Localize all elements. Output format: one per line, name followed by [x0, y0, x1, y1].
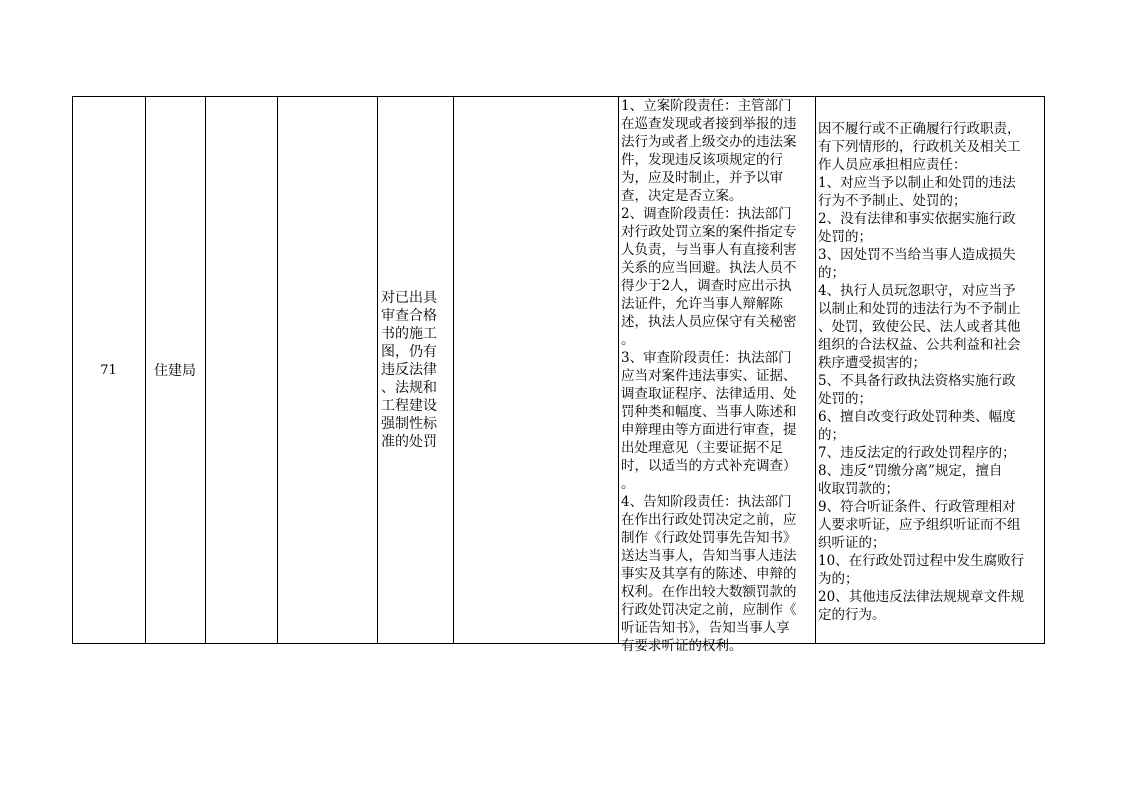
liabilities-cell — [815, 96, 1045, 644]
department-cell — [145, 96, 205, 644]
grid-line — [277, 96, 278, 644]
responsibility-table — [72, 96, 1045, 654]
empty-cell-6 — [453, 96, 618, 644]
empty-cell-3 — [205, 96, 277, 644]
responsibilities-text: 1、立案阶段责任：主管部门 在巡查发现或者接到举报的违 法行为或者上级交办的违法案 件，发现违反该项规定的行 为，应及时制止，并予以审 查，决定是否立案。 2、调查阶段责任：执法部门 对行政处罚立案的案件指定专 人负责，与当事人有直接利害 关系的应当回避。执法人员不 得少于2人，调查时应出示执 法证件，允许当事人辩解陈 述，执法人员应保守有关秘密 。 3、审查阶段责任：执法部门 应当对案件违法事实、证据、 调查取证程序、法律适用、处 罚种类和幅度、当事人陈述和 申辩理由等方面进行审查，提 出处理意见（主要证据不足 时，以适当的方式补充调查） 。 4、告知阶段责任：执法部门 在作出行政处罚决定之前，应 制作《行政处罚事先告知书》 送达当事人，告知当事人违法 事实及其享有的陈述、申辩的 权利。在作出较大数额罚款的 行政处罚决定之前，应制作《 听证告知书》，告知当事人享 有要求听证的权利。 — [621, 98, 797, 654]
row-number: 71 — [100, 362, 117, 378]
grid-line — [453, 96, 454, 644]
grid-line — [205, 96, 206, 644]
item-name: 对已出具 审查合格 书的施工 图，仍有 违反法律 、法规和 工程建设 强制性标 准的处罚 — [381, 290, 437, 450]
department: 住建局 — [154, 363, 196, 379]
grid-line — [618, 96, 619, 644]
item-name-cell — [377, 96, 453, 644]
grid-line — [145, 96, 146, 644]
responsibilities-cell — [618, 96, 815, 654]
grid-line — [815, 96, 816, 644]
empty-cell-4 — [277, 96, 377, 644]
grid-line — [377, 96, 378, 644]
row-number-cell — [72, 96, 145, 644]
liabilities-text: 因不履行或不正确履行行政职责， 有下列情形的，行政机关及相关工 作人员应承担相应责任： 1、对应当予以制止和处罚的违法 行为不予制止、处罚的； 2、没有法律和事实依据实施行政 处罚的； 3、因处罚不当给当事人造成损失 的； 4、执行人员玩忽职守，对应当予 以制止和处罚的违法行为不予制止 、处罚，致使公民、法人或者其他 组织的合法权益、公共利益和社会 秩序遭受损害的； 5、不具备行政执法资格实施行政 处罚的； 6、擅自改变行政处罚种类、幅度 的； 7、违反法定的行政处罚程序的； 8、违反“罚缴分离”规定，擅自 收取罚款的； 9、符合听证条件、行政管理相对 人要求听证，应予组织听证而不组 织听证的； 10、在行政处罚过程中发生腐败行 为的； 20、其他违反法律法规规章文件规 定的行为。 — [818, 121, 1025, 623]
